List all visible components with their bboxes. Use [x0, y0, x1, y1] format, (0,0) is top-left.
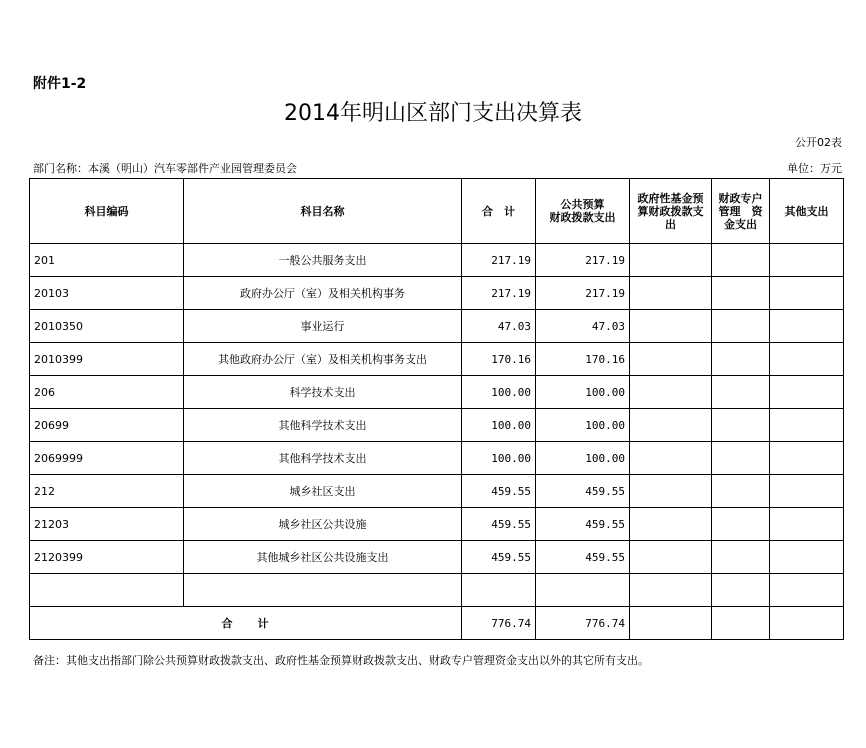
row-name: 其他科学技术支出: [184, 409, 462, 442]
table-row: [30, 409, 844, 442]
table-row: [30, 574, 844, 607]
table-row: [30, 442, 844, 475]
row-total: 100.00: [462, 376, 536, 409]
col-header-other: 其他支出: [770, 179, 844, 244]
row-code: [30, 574, 184, 607]
row-code: 2010399: [30, 343, 184, 376]
row-other: [770, 442, 844, 475]
row-total: 47.03: [462, 310, 536, 343]
row-code: 2120399: [30, 541, 184, 574]
table-header-row: [30, 179, 844, 244]
row-code: 201: [30, 244, 184, 277]
row-name: 其他政府办公厅（室）及相关机构事务支出: [184, 343, 462, 376]
footnote: 备注：其他支出指部门除公共预算财政拨款支出、政府性基金预算财政拨款支出、财政专户管理资金支出以外的其它所有支出。: [33, 654, 649, 667]
row-other: [770, 409, 844, 442]
row-special: [712, 475, 770, 508]
row-special: [712, 541, 770, 574]
table-row: [30, 343, 844, 376]
row-special: [712, 244, 770, 277]
row-code: 212: [30, 475, 184, 508]
row-public: 47.03: [536, 310, 630, 343]
total-special: [712, 607, 770, 640]
total-other: [770, 607, 844, 640]
row-fund: [630, 343, 712, 376]
page-title: 2014年明山区部门支出决算表: [284, 101, 582, 126]
table-row: [30, 310, 844, 343]
total-label: 合 计: [30, 607, 462, 640]
row-other: [770, 376, 844, 409]
row-public: 100.00: [536, 442, 630, 475]
col-header-public: 公共预算 财政拨款支出: [536, 179, 630, 244]
department-name: 部门名称：本溪（明山）汽车零部件产业园管理委员会: [33, 162, 297, 175]
row-other: [770, 574, 844, 607]
row-name: 城乡社区公共设施: [184, 508, 462, 541]
row-public: 459.55: [536, 475, 630, 508]
row-public: 100.00: [536, 409, 630, 442]
row-code: 2069999: [30, 442, 184, 475]
row-other: [770, 244, 844, 277]
row-name: 事业运行: [184, 310, 462, 343]
row-fund: [630, 574, 712, 607]
col-header-total: 合 计: [462, 179, 536, 244]
row-code: 206: [30, 376, 184, 409]
total-public: 776.74: [536, 607, 630, 640]
table-total-row: [30, 607, 844, 640]
row-public: 217.19: [536, 244, 630, 277]
row-fund: [630, 310, 712, 343]
row-total: [462, 574, 536, 607]
col-header-special: 财政专户管理 资金支出: [712, 179, 770, 244]
row-code: 21203: [30, 508, 184, 541]
row-total: 459.55: [462, 475, 536, 508]
row-public: [536, 574, 630, 607]
table-row: [30, 244, 844, 277]
row-name: 一般公共服务支出: [184, 244, 462, 277]
col-header-name: 科目名称: [184, 179, 462, 244]
row-name: [184, 574, 462, 607]
row-total: 459.55: [462, 508, 536, 541]
row-public: 459.55: [536, 508, 630, 541]
row-code: 20699: [30, 409, 184, 442]
row-fund: [630, 376, 712, 409]
row-fund: [630, 244, 712, 277]
row-fund: [630, 541, 712, 574]
total-sum: 776.74: [462, 607, 536, 640]
row-total: 217.19: [462, 244, 536, 277]
row-other: [770, 277, 844, 310]
row-other: [770, 541, 844, 574]
row-fund: [630, 442, 712, 475]
row-fund: [630, 277, 712, 310]
row-special: [712, 442, 770, 475]
row-public: 170.16: [536, 343, 630, 376]
row-special: [712, 310, 770, 343]
row-total: 100.00: [462, 409, 536, 442]
row-name: 其他科学技术支出: [184, 442, 462, 475]
table-row: [30, 541, 844, 574]
row-name: 科学技术支出: [184, 376, 462, 409]
total-fund: [630, 607, 712, 640]
attachment-label: 附件1-2: [33, 76, 87, 92]
row-name: 其他城乡社区公共设施支出: [184, 541, 462, 574]
table-row: [30, 277, 844, 310]
row-special: [712, 277, 770, 310]
row-fund: [630, 508, 712, 541]
row-special: [712, 508, 770, 541]
expenditure-table: [29, 178, 844, 640]
row-total: 100.00: [462, 442, 536, 475]
unit-label: 单位：万元: [787, 162, 842, 175]
row-name: 城乡社区支出: [184, 475, 462, 508]
row-total: 459.55: [462, 541, 536, 574]
row-name: 政府办公厅（室）及相关机构事务: [184, 277, 462, 310]
row-other: [770, 343, 844, 376]
row-other: [770, 310, 844, 343]
row-other: [770, 475, 844, 508]
row-public: 217.19: [536, 277, 630, 310]
row-fund: [630, 409, 712, 442]
row-code: 20103: [30, 277, 184, 310]
row-special: [712, 343, 770, 376]
col-header-code: 科目编码: [30, 179, 184, 244]
col-header-fund: 政府性基金预算财政拨款支出: [630, 179, 712, 244]
row-code: 2010350: [30, 310, 184, 343]
row-special: [712, 376, 770, 409]
row-special: [712, 409, 770, 442]
row-special: [712, 574, 770, 607]
table-row: [30, 475, 844, 508]
row-public: 100.00: [536, 376, 630, 409]
form-code: 公开02表: [795, 136, 842, 149]
row-total: 217.19: [462, 277, 536, 310]
table-row: [30, 508, 844, 541]
row-public: 459.55: [536, 541, 630, 574]
row-total: 170.16: [462, 343, 536, 376]
row-other: [770, 508, 844, 541]
table-row: [30, 376, 844, 409]
row-fund: [630, 475, 712, 508]
